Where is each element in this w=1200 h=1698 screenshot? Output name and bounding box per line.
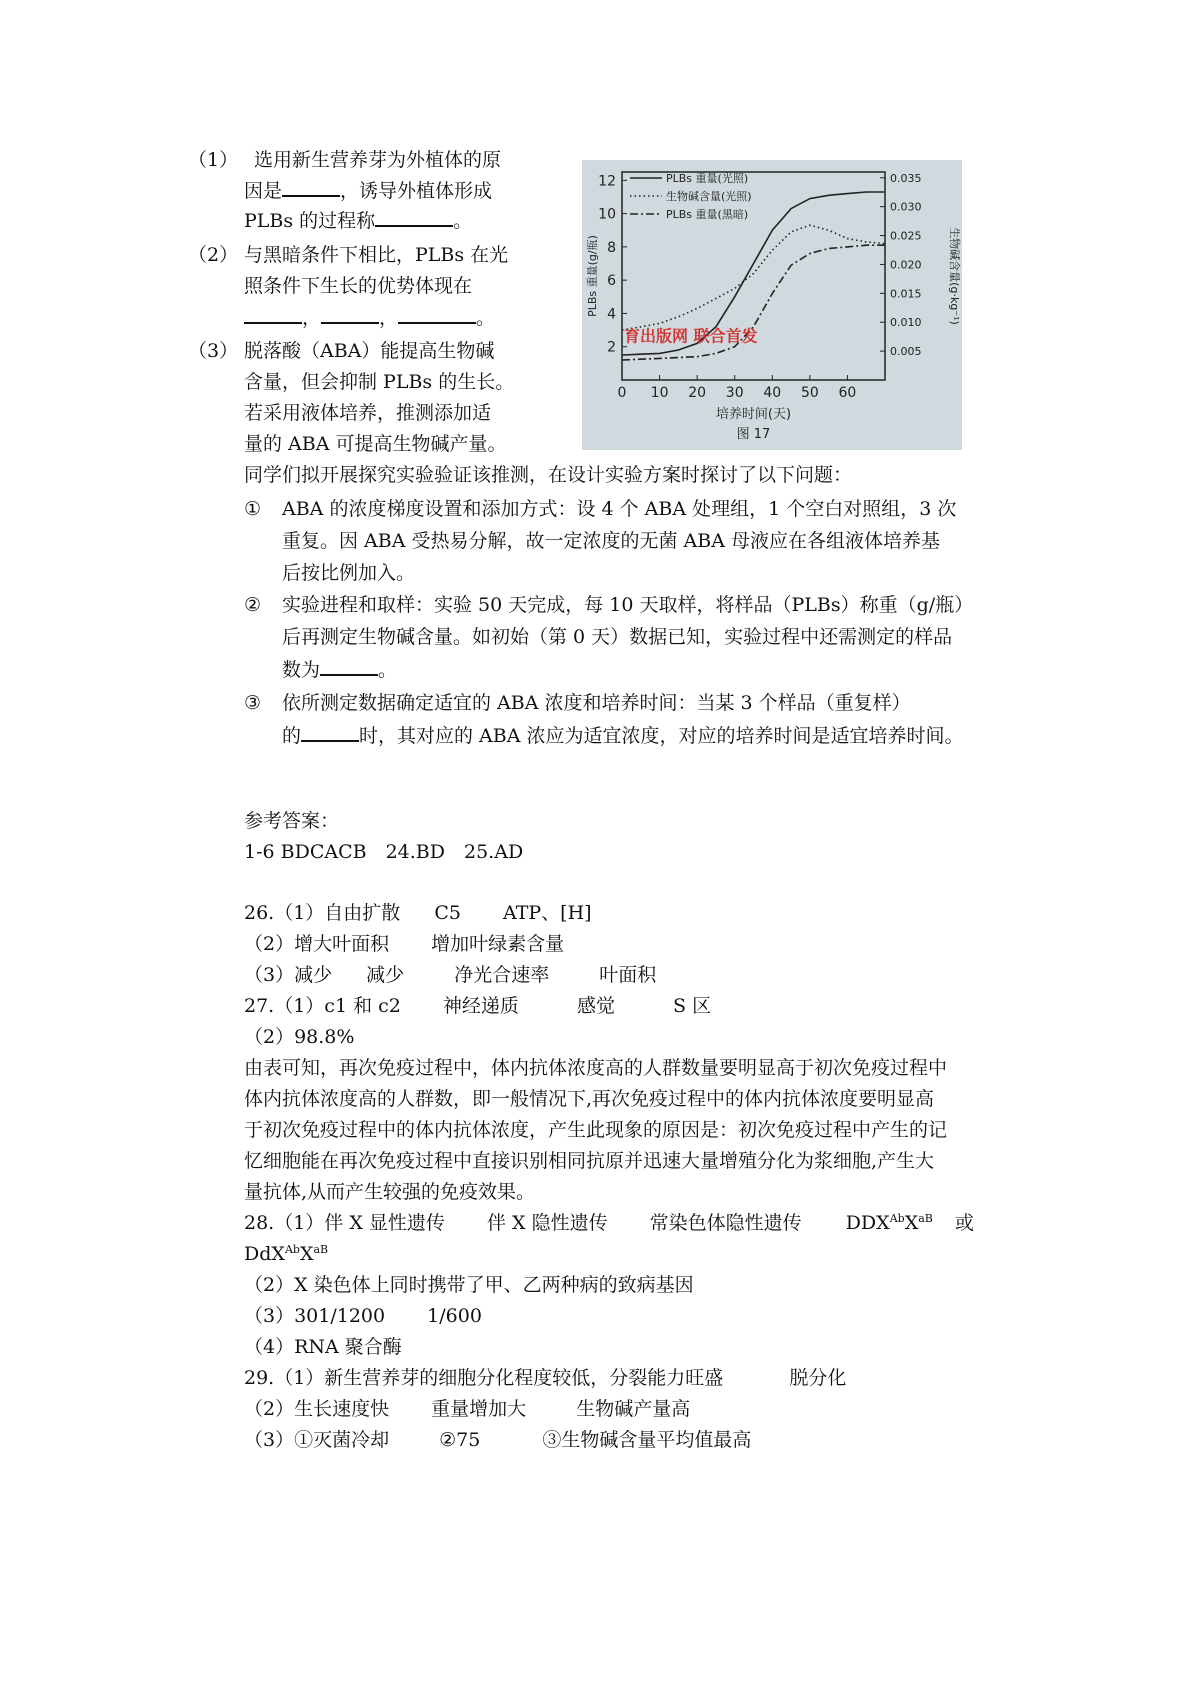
q29-s3-text: 的 xyxy=(282,725,302,747)
q29-s1-line1: ABA 的浓度梯度设置和添加方式：设 4 个 ABA 处理组，1 个空白对照组，3 次 xyxy=(282,498,957,520)
q29-p3-line2: 含量，但会抑制 PLBs 的生长。 xyxy=(244,371,515,393)
answer-text: 28.（1）伴 X 显性遗传 xyxy=(244,1212,445,1234)
x-tick-label: 10 xyxy=(650,385,669,401)
answer-28-3 xyxy=(244,1301,482,1331)
q29-s3-mark: ③ xyxy=(244,692,262,714)
y-tick-label: 12 xyxy=(598,173,616,190)
legend-label: PLBs 重量(光照) xyxy=(666,172,749,185)
legend-label: PLBs 重量(黑暗) xyxy=(666,208,749,221)
q29-s2-text: 。 xyxy=(378,659,398,681)
genotype-1: $DDX^{Ab}X^{aB}$ xyxy=(845,1212,933,1234)
y2-tick-label: 0.010 xyxy=(890,316,922,330)
q29-p3-line5: 同学们拟开展探究实验验证该推测，在设计实验方案时探讨了以下问题： xyxy=(244,464,853,486)
x-tick-label: 50 xyxy=(800,385,819,401)
answer-text: ③生物碱含量平均值最高 xyxy=(542,1429,752,1451)
watermark: 育出版网 联合首发 xyxy=(624,326,758,346)
y-axis-label: PLBs 重量(g/瓶) xyxy=(586,235,599,317)
q29-p1-text: 。 xyxy=(453,210,473,232)
q29-p3-line4: 量的 ABA 可提高生物碱产量。 xyxy=(244,433,507,455)
answer-text: 或 xyxy=(954,1212,974,1234)
answer-text: 27.（1）c1 和 c2 xyxy=(244,995,401,1017)
q29-p2-line1: 与黑暗条件下相比，PLBs 在光 xyxy=(244,244,509,266)
y2-tick-label: 0.015 xyxy=(890,287,922,301)
answer-27-para-2: 体内抗体浓度高的人群数，即一般情况下,再次免疫过程中的体内抗体浓度要明显高 xyxy=(244,1088,935,1110)
answer-blank xyxy=(301,720,359,742)
q29-s2-line2: 后再测定生物碱含量。如初始（第 0 天）数据已知，实验过程中还需测定的样品 xyxy=(282,626,953,648)
answer-26-1 xyxy=(244,898,592,928)
y-tick-label: 8 xyxy=(607,239,616,256)
q29-p2-sep: ， xyxy=(379,307,399,329)
answer-27-para-5: 量抗体,从而产生较强的免疫效果。 xyxy=(244,1181,536,1203)
legend-label: 生物碱含量(光照) xyxy=(666,190,752,203)
answer-blank xyxy=(321,302,379,324)
y-tick-label: 6 xyxy=(607,273,616,290)
answer-29-2 xyxy=(244,1394,690,1424)
q29-s1-line3: 后按比例加入。 xyxy=(282,562,416,584)
answer-27-2: （2）98.8% xyxy=(244,1026,355,1048)
q29-s1-line2: 重复。因 ABA 受热易分解，故一定浓度的无菌 ABA 母液应在各组液体培养基 xyxy=(282,530,940,552)
answer-text: 生物碱产量高 xyxy=(576,1398,691,1420)
answer-text: C5 xyxy=(434,902,461,924)
answer-text: 神经递质 xyxy=(442,995,519,1017)
q29-s2-text: 数为 xyxy=(282,659,321,681)
y2-tick-label: 0.030 xyxy=(890,200,922,214)
q29-p1-line2 xyxy=(244,175,492,206)
q29-p2-line3 xyxy=(244,302,495,333)
answer-blank xyxy=(244,302,302,324)
q29-s1-mark: ① xyxy=(244,498,262,520)
y2-tick-label: 0.025 xyxy=(890,229,922,243)
answer-text: （2）生长速度快 xyxy=(244,1398,390,1420)
answer-27-1 xyxy=(244,991,711,1021)
answer-28-4: （4）RNA 聚合酶 xyxy=(244,1336,402,1358)
answer-text: （2）增大叶面积 xyxy=(244,933,390,955)
x-tick-label: 0 xyxy=(617,385,627,401)
series-line-2 xyxy=(622,225,885,330)
answer-text: S 区 xyxy=(673,995,712,1017)
answer-text: 增加叶绿素含量 xyxy=(431,933,565,955)
q29-s2-line1: 实验进程和取样：实验 50 天完成，每 10 天取样，将样品（PLBs）称重（g/瓶） xyxy=(282,594,974,616)
x-tick-label: 30 xyxy=(725,385,744,401)
answer-text: 29.（1）新生营养芽的细胞分化程度较低，分裂能力旺盛 xyxy=(244,1367,724,1389)
q29-s3-line2 xyxy=(282,720,964,751)
q29-s2-mark: ② xyxy=(244,594,262,616)
y2-tick-label: 0.035 xyxy=(890,171,922,185)
answer-text: 1/600 xyxy=(427,1305,482,1327)
y-tick-label: 2 xyxy=(607,339,616,356)
answer-26-3 xyxy=(244,960,656,990)
q29-s3-text: 时，其对应的 ABA 浓应为适宜浓度，对应的培养时间是适宜培养时间。 xyxy=(359,725,964,747)
y-tick-label: 4 xyxy=(607,306,616,323)
answer-blank xyxy=(320,654,378,676)
q29-p2-sep: ， xyxy=(302,307,322,329)
answer-29-3 xyxy=(244,1425,751,1455)
genotype-2: $DdX^{Ab}X^{aB}$ xyxy=(244,1243,329,1265)
q29-p2-end: 。 xyxy=(476,307,496,329)
answer-text: 脱分化 xyxy=(789,1367,847,1389)
q29-p3-label: （3） xyxy=(188,340,239,362)
y-tick-label: 10 xyxy=(598,206,616,223)
answer-text: （3）①灭菌冷却 xyxy=(244,1429,390,1451)
answer-27-para-1: 由表可知，再次免疫过程中，体内抗体浓度高的人群数量要明显高于初次免疫过程中 xyxy=(244,1057,948,1079)
answer-text: 26.（1）自由扩散 xyxy=(244,902,401,924)
q29-p2-label: （2） xyxy=(188,244,239,266)
x-axis-label: 培养时间(天) xyxy=(715,407,792,422)
x-tick-label: 20 xyxy=(688,385,707,401)
q29-p3-line3: 若采用液体培养，推测添加适 xyxy=(244,402,492,424)
answer-26-2 xyxy=(244,929,564,959)
answer-27-para-3: 于初次免疫过程中的体内抗体浓度，产生此现象的原因是：初次免疫过程中产生的记 xyxy=(244,1119,948,1141)
x-tick-label: 60 xyxy=(838,385,857,401)
q29-s3-line1: 依所测定数据确定适宜的 ABA 浓度和培养时间：当某 3 个样品（重复样） xyxy=(282,692,911,714)
x-tick-label: 40 xyxy=(763,385,782,401)
answers-heading: 参考答案： xyxy=(244,810,340,832)
plot-frame xyxy=(622,172,885,380)
answers-mc: 1-6 BDCACB 24.BD 25.AD xyxy=(244,841,524,863)
answer-27-para-4: 忆细胞能在再次免疫过程中直接识别相同抗原并迅速大量增殖分化为浆细胞,产生大 xyxy=(244,1150,935,1172)
answer-text: （3）301/1200 xyxy=(244,1305,386,1327)
answer-text: ATP、[H] xyxy=(503,902,592,924)
answer-text: 伴 X 隐性遗传 xyxy=(486,1212,608,1234)
answer-blank xyxy=(282,175,340,197)
answer-text: ②75 xyxy=(439,1429,481,1451)
answer-blank xyxy=(375,205,453,227)
answer-28-1 xyxy=(244,1208,974,1238)
answer-text: 净光合速率 xyxy=(454,964,550,986)
answer-text: 常染色体隐性遗传 xyxy=(649,1212,802,1234)
q29-p1-text: PLBs 的过程称 xyxy=(244,210,376,232)
plbs-chart xyxy=(582,160,962,450)
q29-p1-line3 xyxy=(244,205,472,236)
y2-tick-label: 0.020 xyxy=(890,258,922,272)
q29-p2-line2: 照条件下生长的优势体现在 xyxy=(244,275,473,297)
q29-p1-text: 因是 xyxy=(244,180,283,202)
q29-p1-text: ，诱导外植体形成 xyxy=(340,180,493,202)
answer-text: 感觉 xyxy=(576,995,615,1017)
figure-17 xyxy=(582,160,962,450)
answer-text: 叶面积 xyxy=(599,964,657,986)
y2-axis-label: 生物碱含量(g·kg⁻¹) xyxy=(948,227,961,325)
q29-p1-label: （1） xyxy=(188,149,239,171)
y2-tick-label: 0.005 xyxy=(890,345,922,359)
answer-blank xyxy=(398,302,476,324)
answer-29-1 xyxy=(244,1363,846,1393)
q29-p3-line1: 脱落酸（ABA）能提高生物碱 xyxy=(244,340,495,362)
answer-text: 减少 xyxy=(366,964,405,986)
chart-caption: 图 17 xyxy=(736,427,771,442)
q29-s2-line3 xyxy=(282,654,397,685)
answer-text: 重量增加大 xyxy=(431,1398,527,1420)
answer-28-2: （2）X 染色体上同时携带了甲、乙两种病的致病基因 xyxy=(244,1274,694,1296)
answer-text: （3）减少 xyxy=(244,964,333,986)
q29-p1-line1: 选用新生营养芽为外植体的原 xyxy=(254,149,502,171)
